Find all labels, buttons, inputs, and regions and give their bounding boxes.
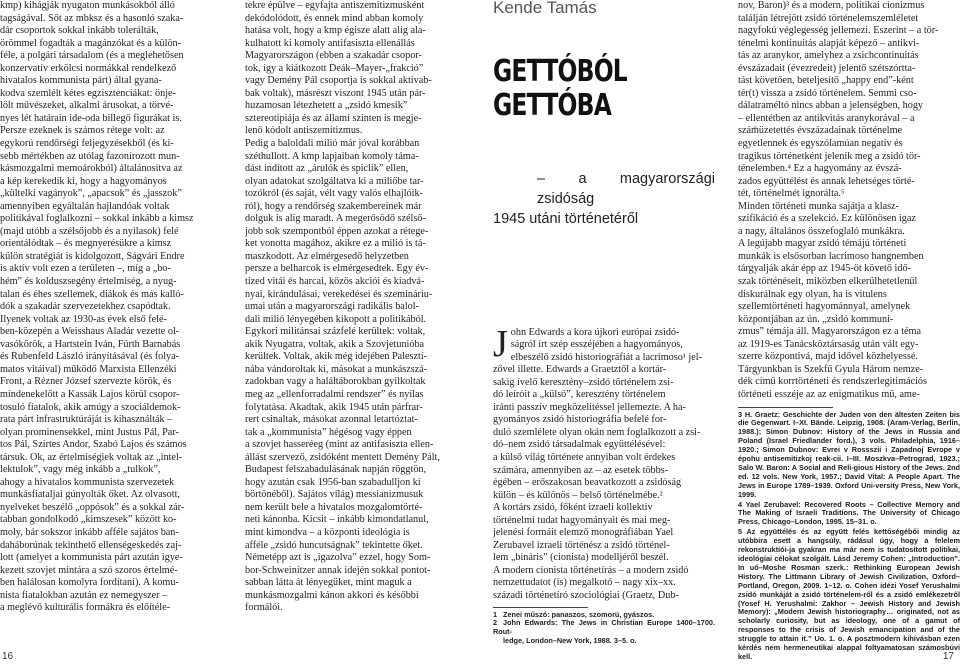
text-line: zővel illette. Edwards a Graetztől a kortár- bbox=[493, 364, 667, 376]
text-line: nemzettudatot (is) megalkotó – nagy xix–xx. bbox=[493, 577, 676, 589]
text-line: Budapest felszabadulásának napján röggtön, bbox=[245, 464, 427, 476]
text-line: a nagy, általános összefoglaló munkákra. bbox=[738, 225, 905, 237]
text-line: börtönéből). Sajátos világ) messianizmusuk bbox=[245, 489, 424, 501]
text-line: vagy Demény Pál csoportja is sokkal aktívab- bbox=[245, 75, 432, 87]
text-line: dali milió lényegében kikopott a politikából. bbox=[245, 313, 427, 325]
text-line: külön – és különös – belső történelmébe.² bbox=[493, 489, 663, 501]
text-line: egyetlennek és egyszólamúan negatív és bbox=[738, 138, 903, 150]
page-gutter bbox=[478, 0, 482, 668]
text-line: mint kimondva – a központi ideológia is bbox=[245, 526, 410, 538]
text-line: tized vitái és harcai, közös akciói és kiadvá- bbox=[245, 276, 425, 288]
text-line: hivatalos kommunista párt) által gyana- bbox=[0, 75, 162, 87]
text-line: A kortárs zsidó, főként izraeli kollektív bbox=[493, 502, 653, 514]
text-line: is aktív volt ezen a területen –, míg a „bo- bbox=[0, 263, 171, 275]
text-line: tagságával. Sőt az mbksz és a hasonló szaka- bbox=[0, 12, 184, 24]
text-line: sabban látta át lényegüket, mint maguk a bbox=[245, 577, 412, 589]
text-line: umai után a magyarországi radikális balol- bbox=[245, 301, 419, 313]
footnote-rule-2 bbox=[738, 407, 833, 408]
text-line: sakig ívelő keresztény–zsidó történelem zsi- bbox=[493, 376, 674, 388]
text-line: kerültek. Voltak, akik még idejében Palesztí- bbox=[245, 351, 428, 363]
text-line: moly, bár sokszor inkább afféle sajátos ban- bbox=[0, 526, 179, 538]
text-line: nem került bele a hivatalos mozgalomtörté- bbox=[245, 501, 423, 513]
text-line: kásmozgalmi memoárokból) általánosítva az bbox=[0, 163, 183, 175]
text-line: iránti passzív megközelítéssel jellemezte. A ha- bbox=[493, 401, 686, 413]
footnote-number: 2 bbox=[493, 618, 498, 628]
page-number-left: 16 bbox=[2, 651, 14, 662]
text-line: hatása volt, hogy a kmp égisze alatt alig ala- bbox=[245, 25, 426, 37]
text-line: gyományos zsidó historiográfia befelé for- bbox=[493, 414, 667, 426]
text-line: találján létrejött zsidó történelemszemléletet bbox=[738, 12, 919, 24]
text-line: kezett szovjet mintára a szó szoros értelmé- bbox=[0, 564, 178, 576]
text-line: tok, így a kiátkozott Deák–Mayer-„frakció” bbox=[245, 62, 424, 74]
text-line: dálatraméltó nincs abban a jelenségben, hogy bbox=[738, 100, 924, 112]
text-line: rata párt infrastruktúráját is kihasználták – bbox=[0, 414, 173, 426]
text-line: tér(t) vissza a zsidó történelem. Semmi cso- bbox=[738, 87, 917, 99]
text-line: matos vitáival) működő Marxista Ellenzéki bbox=[0, 363, 177, 375]
text-line: rert csinaltak, másokat azonnal letartóztat- bbox=[245, 414, 418, 426]
text-line: lenő kódolt antiszemitizmus. bbox=[245, 125, 363, 137]
text-line: nába vándoroltak ki, másokat a munkászszá- bbox=[245, 363, 428, 375]
text-line: ahogy a hivatalos kommunista szervezetek bbox=[0, 476, 175, 488]
text-line: A modern cionista történetírás – a modern zsidó bbox=[493, 564, 689, 576]
text-line: bor-Schweinitzer annak idején sokkal pontot- bbox=[245, 564, 431, 576]
text-line: kodva szemlélt kétes egzisztenciákat: önje- bbox=[0, 87, 176, 99]
text-line: nista fiatalokban azután ez nemegyszer – bbox=[0, 589, 168, 601]
text-line: jelenési formáit elemző monográfiában Yael bbox=[493, 527, 674, 539]
footnote-rule bbox=[493, 607, 588, 608]
text-line: sztereotípiája és az államí szinten is megje- bbox=[245, 112, 422, 124]
text-line: „kültelki vagányok”, „apacsok” és „jasszok” bbox=[0, 188, 182, 200]
text-line: Egykori militánsai százfelé kerültek: voltak, bbox=[245, 326, 426, 338]
text-line: olyan adatokat szolgáltatva ki a miliőbe tar- bbox=[245, 175, 424, 187]
text-line: tak a „kommunista” hégésog vagy éppen bbox=[245, 426, 412, 438]
text-line: szerre központivá, majd idővel közhelyessé. bbox=[738, 351, 918, 363]
text-line: tét, történelmét ignorálta.⁵ bbox=[738, 188, 845, 200]
text-line: hogy azután csak 1956-ban szabadulljon ki bbox=[245, 476, 421, 488]
text-line: afféle „zsidó huncutságnak” tekintette őket. bbox=[245, 539, 423, 551]
text-line: Ilyenek voltak az 1930-as évek első felé- bbox=[0, 313, 167, 325]
text-line: tást követően, beteljesítő „happy end”-ként bbox=[738, 75, 914, 87]
text-line: kmp) kihágják nyugaton munkásokból álló bbox=[0, 0, 175, 11]
footnote-number: 1 bbox=[493, 609, 498, 619]
text-line: Zerubavel izraeli történész a zsidó történel- bbox=[493, 539, 670, 551]
article-author: Kende Tamás bbox=[493, 0, 597, 17]
text-line: huzamosan létezhetett a „zsidó kmesik” bbox=[245, 100, 408, 112]
footnote-text: John Edwards: The Jews in Christian Europe 1400–1700. Rout- bbox=[493, 618, 715, 637]
text-line: munkák is elsősorban lacrimoso hangnemben bbox=[738, 250, 924, 262]
footnote: 5 Az együttélés és az együtt felés kettőségébői mindig az utóbbira esett a hangsúly, rádásul úgy, hogy a felelem rekonstruktiói-ja gyakran ma már nem is tudatosított politikai, ideológiai célokat szolgált. Lásd Jeremy Cohen: „Introduction”. In uő–Moshe Rosman szerk.: Rethinking European Jewish History. The Littmann Library of Jewish Civilization, Oxford–Portland, Oregon, 2009. 1–12. o. Cohen idézi Yosef Yerushalmi zsidó munkáját a zsidó történelem-ről és a zsidó emlékezetről (Yosef H. Yerushalmi: Zakhor – Jewish History and Jewish Memory): „Modern Jewish historiography… originated, not as scholarly curiosity, but as ideology, one of a gamut of responses to the crisis of Jewish emancipation and of the struggle to attain it.” Uo. 1. o. A posztmodern kihívásban ezen kérdés nem hermeneutikai alappal foltyamatosan számosbúvi kell. bbox=[738, 527, 960, 661]
text-line: ben halálosan komolyra fordítani). A komu- bbox=[0, 577, 179, 589]
right-page-column-2 bbox=[738, 0, 960, 663]
footnotes-right bbox=[738, 411, 960, 662]
text-line: dók a szakadár szervezetekhez csapódtak. bbox=[0, 301, 171, 313]
text-line: féle, a polgári társadalom (és a meglehetősen bbox=[0, 50, 184, 62]
text-line: kulhatott ki komoly antifasiszta ellenállás bbox=[245, 37, 415, 49]
text-line: dolguk is alig maradt. A megerősödő szélső- bbox=[245, 213, 426, 225]
text-line: nagyfokú véglegesség jellemezi. Eszerint – a tör- bbox=[738, 25, 939, 37]
text-line: társuk. Ők, az értelmiségiek voltak az „intel- bbox=[0, 451, 183, 463]
text-line: dó–nem zsidó társadalmak együttélésével: bbox=[493, 439, 666, 451]
text-line: Pedig a baloldali milió már jóval korábban bbox=[245, 138, 420, 150]
text-line: számára, amennyiben az – az esetek többs- bbox=[493, 464, 669, 476]
text-line: akik Nyugatra, voltak, akik a Szovjetunióba bbox=[245, 338, 425, 350]
text-line: nyelveket beszélő „oppósok” és a sokkal zár- bbox=[0, 501, 185, 513]
footnote: 4 Yael Zerubavel: Recovered Roots – Collective Memory and The Making of Israeli Traditions. The University of Chicago Press, Chicago–London, 1995. 15–31. o. bbox=[738, 499, 960, 527]
footnote-text: Zenei műszó: panaszos, szomorú, gyászos. bbox=[503, 609, 655, 619]
subtitle-line-2: 1945 utáni történetéről bbox=[493, 210, 639, 227]
text-line: Persze ezeknek is számos rétege volt: az bbox=[0, 125, 165, 137]
text-line: (majd utóbb a szélsőjobb és a nyilasok) felé bbox=[0, 225, 179, 237]
text-line: dék című korrtörténeti és rendszerlegitimációs bbox=[738, 376, 927, 388]
text-line: külön stratégiát is kidolgozott, Ságvári Endre bbox=[0, 250, 185, 262]
footnotes-left bbox=[493, 611, 715, 647]
text-line: A legújabb magyar zsidó témájú történeti bbox=[738, 238, 907, 250]
text-line: központjában az ún. „zsidó kommuni- bbox=[738, 313, 894, 325]
text-line: maszkodott. Az elmérgesedő helyzetben bbox=[245, 250, 409, 262]
column-body bbox=[738, 0, 960, 402]
text-line: diskurálnak egy olyan, ha is vitulens bbox=[738, 288, 887, 300]
text-line: hém” és kolduszsegény értelmiség, a nyug- bbox=[0, 276, 177, 288]
article-subtitle bbox=[493, 169, 715, 229]
title-line-1: GETTÓBÓL bbox=[493, 53, 627, 89]
text-line: politikával foglalkozni – sokkal inkább a kimsz bbox=[0, 213, 194, 225]
text-line: a külső világ története annyiban volt érdekes bbox=[493, 452, 676, 464]
text-line: Minden történeti munka sajátja a klasz- bbox=[738, 200, 899, 212]
footnote bbox=[493, 619, 715, 637]
text-line: neti kánonba. Kicsit – inkább kimondatlanul, bbox=[245, 514, 429, 526]
text-line: Front, a Rézner József szervezte körök, és bbox=[0, 376, 172, 388]
article-title bbox=[493, 55, 666, 123]
text-line: zadokban vagy a haláltáborokban gyilkoltak bbox=[245, 376, 426, 388]
text-line: meg az „ellenforradalmi rendszer” és nyilas bbox=[245, 388, 424, 400]
text-line: nyai, kirándulásai, verekedései és szemináriu- bbox=[245, 288, 433, 300]
text-line: elbeszélő zsidó historiográfiát a lacrimoso¹ jel- bbox=[510, 351, 702, 363]
text-line: amennyiben egyáltalán hajlandóak voltak bbox=[0, 200, 170, 212]
text-line: munkásfiataljai gúnyolták őket. Az olvasott, bbox=[0, 489, 180, 501]
text-line: tozókról (és saját, vélt vagy valós elhajlóik- bbox=[245, 188, 423, 200]
subtitle-line-1: – a magyarországi zsidóság bbox=[537, 170, 715, 207]
text-line: Németépp azt is „igazolva” ezzel, hogy Som- bbox=[245, 552, 431, 564]
text-line: ket vonotta magához, akikre ez a milió is tá- bbox=[245, 238, 426, 250]
text-line: nyes lét határain ide-oda billegő figurákat is. bbox=[0, 112, 182, 124]
text-line: örömmel fogadták a magánzókat és a külön- bbox=[0, 37, 182, 49]
text-line: történelmi tudat hagyományait és mai meg- bbox=[493, 514, 671, 526]
text-line: talan és éhes szellemek, diákok és más kalló- bbox=[0, 288, 184, 300]
text-line: szifikáció és a szelekció. Ez különösen igaz bbox=[738, 213, 916, 225]
left-page-column-1 bbox=[0, 0, 220, 615]
footnote: 3 H. Graetz: Geschichte der Juden von den ältesten Zeiten bis die Gegenwart. I–XI. Bände. Leipzig, 1908. (Aram-Verlag, Berlin, 1988.); Simon Dubnov: History of the Jews in Russia and Poland (Israel Friedlander ford.), 3 vols. Philadelphia, 1916–1920.; Simon Dubnov: Evrei v Rossszii i Zapadnoj Evrope v épohu antisemitizkoj reak-cii. I–III. Moszkva–Petrograd, 1923.; Salo W. Baron: A Social and Reli-gious History of the Jews. 2nd ed. 12 vols. New York, 1957.; David Vital: A People Apart. The Jews in Europe 1789–1939. Oxford Uni-versity Press, New York, 1999. bbox=[738, 409, 960, 499]
text-line: tárgyalják akár épp az 1945-öt követő idő- bbox=[738, 263, 911, 275]
text-line: daháborúnak tekinthető ellenségeskedés zaj- bbox=[0, 539, 182, 551]
text-line: a meglévő kulturális formákra és előítéle- bbox=[0, 602, 171, 614]
text-line: ben-közepén a Weisshaus Aladár vezette ol- bbox=[0, 326, 180, 338]
text-line: dó leíróit a „külső”, keresztény történelem bbox=[493, 389, 666, 401]
footnote bbox=[493, 637, 715, 646]
text-line: tragikus történetként jelenik meg a zsidó tör- bbox=[738, 150, 921, 162]
text-line: dár csoportok sokkal inkább tolerálták, bbox=[0, 25, 159, 37]
text-line: dekódolódott, és ennek mind abban komoly bbox=[245, 12, 424, 24]
text-line: formálói. bbox=[245, 602, 283, 614]
text-line: dást indított az „árulók és spiclik” ellen, bbox=[245, 163, 409, 175]
text-line: lölt művészeket, alkalmi árusokat, a törvé- bbox=[0, 100, 174, 112]
text-line: történeti esszéje az az enigmatikus mű, ame- bbox=[738, 388, 920, 400]
text-line: szak történéseit, miközben elkerülhetetlenül bbox=[738, 276, 918, 288]
text-line: munkásmozgalmi kánon akkori és későbbi bbox=[245, 589, 419, 601]
text-line: persze a belharcok is elmérgesedtek. Egy év- bbox=[245, 263, 429, 275]
text-line: ténelmi kontinuitás alapját képező – antikvi- bbox=[738, 37, 920, 49]
text-line: folytatása. Akadtak, akik 1945 után párfrar- bbox=[245, 401, 423, 413]
text-line: ohn Edwards a kora újkori európai zsidó- bbox=[510, 326, 680, 338]
text-line: Magyarországon (ebben a szakadár csopor- bbox=[245, 50, 422, 62]
text-line: lott (amelyet a kommunista párt azután igye- bbox=[0, 552, 183, 564]
text-line: Tárgyunkban is Szekfű Gyula Három nemze- bbox=[738, 363, 924, 375]
text-line: és Rubenfeld László irányításával (és folya- bbox=[0, 351, 180, 363]
text-line: tosuló fiatalok, akik amúgy a szociáldemok- bbox=[0, 401, 181, 413]
text-line: századi történetíró szociológiai (Graetz, Dub- bbox=[493, 590, 679, 602]
left-page-column-2 bbox=[245, 0, 467, 615]
text-line: tos Pál, Szirtes Andor, Szabó Lajos és számos bbox=[0, 439, 187, 451]
text-line: bak voltak), másrészt viszont 1945 után pár- bbox=[245, 87, 426, 99]
text-line: nov, Baron)³ és a modern, politikai cionizmus bbox=[738, 0, 925, 11]
text-line: égében – erőszakosan beavatkozott a zsidóság bbox=[493, 477, 682, 489]
text-line: az 1919-es Tanácsköztársaság után vált egy- bbox=[738, 338, 919, 350]
text-line: szám̈üzetettés évszázadainak történelme bbox=[738, 125, 903, 137]
text-line: tabban gondolkodó „kimszesek” között ko- bbox=[0, 514, 177, 526]
text-line: orientálódtak – és megnyerésükre a kimsz bbox=[0, 238, 172, 250]
text-line: egykorú rendőrségi feljegyzésekből (és ki- bbox=[0, 138, 174, 150]
footnote-text: ledge, London–New York, 1988. 3–5. o. bbox=[503, 636, 637, 646]
right-page-column-1 bbox=[493, 0, 715, 646]
text-line: ságról írt szép esszéjében a hagyományos, bbox=[510, 339, 683, 351]
text-line: konzervatív erkölcsi normákkal rendelkező bbox=[0, 62, 177, 74]
text-line: ról), hogy a rendőrség szakembereinek már bbox=[245, 200, 422, 212]
text-line: – ellentétben az antikvitás aranykorával – a bbox=[738, 112, 915, 124]
drop-cap: J bbox=[493, 322, 508, 365]
text-line: évszázadait (évezredeit) jelentő szétszórtta- bbox=[738, 62, 916, 74]
text-line: olyan prominensekkel, mint Justus Pál, Par- bbox=[0, 426, 179, 438]
text-line: ténelemben.⁴ Ez a hagyomány az évszá- bbox=[738, 163, 902, 175]
text-line: széthullott. A kmp lapjaiban komoly táma- bbox=[245, 150, 419, 162]
page-number-right: 17 bbox=[942, 651, 954, 662]
intro-body bbox=[493, 322, 715, 603]
text-line: állást szervező, zsidóként mentett Demény Pált, bbox=[245, 451, 440, 463]
text-line: mindenekelőtt a Kassák Lajos körül csopor- bbox=[0, 388, 180, 400]
text-line: tekre épülve – egyfajta antiszemitizmusként bbox=[245, 0, 425, 11]
text-line: a szovjet hasseréeg (mint az antifasiszta ellen- bbox=[245, 439, 434, 451]
text-line: szellemtörténeti hagyománnyal, amelynek bbox=[738, 301, 911, 313]
text-line: jobb sok szempontból éppen azokat a rétege- bbox=[245, 225, 429, 237]
text-line: zados együttélést és annak lehetséges törté- bbox=[738, 175, 915, 187]
text-line: lektulok”, vagy még inkább a „tulkok”, bbox=[0, 464, 161, 476]
title-line-2: GETTÓBA bbox=[493, 87, 612, 123]
text-line: tás az aranykor, amelyhez a zsichcontinuitás bbox=[738, 50, 919, 62]
text-line: vasókörök, a Hartstein Iván, Fürth Barnabás bbox=[0, 338, 181, 350]
text-line: lem „bináris” (cionista) modelljéről beszél. bbox=[493, 552, 669, 564]
text-line: sebb mértékben az utólag fazonírozott mun- bbox=[0, 150, 180, 162]
text-line: a kép kerekedik ki, hogy a hagyományos bbox=[0, 175, 167, 187]
text-line: zmus” témája áll. Magyarországon ez a téma bbox=[738, 326, 922, 338]
text-line: duló szemlélete olyan okán nem foglalkozott a zsi- bbox=[493, 426, 701, 438]
